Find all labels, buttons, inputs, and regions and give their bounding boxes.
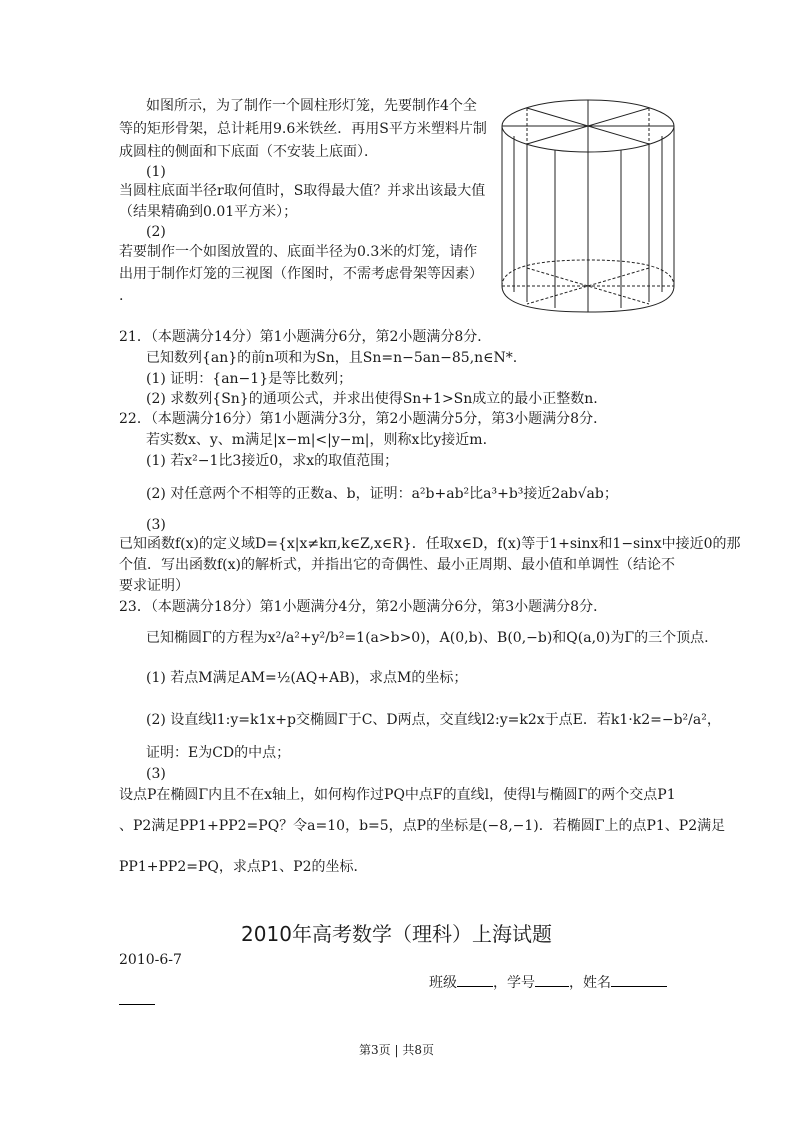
p21-given: 已知数列{an}的前n项和为Sn，且Sn=n−5an−85,n∈N*. xyxy=(146,350,518,366)
exam-date: 2010-6-7 xyxy=(119,952,182,968)
p20-intro-3: 成圆柱的侧面和下底面（不安装上底面）． xyxy=(119,144,378,160)
name-blank[interactable] xyxy=(611,972,667,987)
p22-q3-label: (3) xyxy=(146,517,166,533)
p23-q2-proof: 证明：E为CD的中点； xyxy=(146,745,291,761)
p22-def: 若实数x、y、m满足|x−m|<|y−m|，则称x比y接近m. xyxy=(146,432,488,448)
p20-q1-line-2: （结果精确到0.01平方米）； xyxy=(119,204,298,220)
p22-q3-line-3: 要求证明） xyxy=(119,578,189,594)
p23-q2: (2) 设直线l1:y=k1x+p交椭圆Γ于C、D两点，交直线l2:y=k2x于点E．若k1·k2=−b²/a²， xyxy=(146,712,721,728)
p21-head: 21．（本题满分14分）第1小题满分6分，第2小题满分8分． xyxy=(119,329,492,345)
name-blank-continued xyxy=(119,1004,155,1005)
p23-q3-line-3: PP1+PP2=PQ，求点P1、P2的坐标． xyxy=(119,859,368,875)
p21-q2: (2) 求数列{Sn}的通项公式，并求出使得Sn+1>Sn成立的最小正整数n. xyxy=(146,391,598,407)
p23-q3-line-1: 设点P在椭圆Γ内且不在x轴上，如何构作过PQ中点F的直线l，使得l与椭圆Γ的两个交点P1 xyxy=(119,787,676,803)
class-label: 班级 xyxy=(429,975,457,991)
p20-q2-line-1: 若要制作一个如图放置的、底面半径为0.3米的灯笼，请作 xyxy=(119,244,478,260)
class-blank[interactable] xyxy=(457,972,493,987)
p23-q1: (1) 若点M满足AM=½(AQ+AB)，求点M的坐标； xyxy=(146,670,468,686)
id-label: ，学号 xyxy=(493,975,535,991)
name-label: ，姓名 xyxy=(569,975,611,991)
p20-intro-2: 等的矩形骨架，总计耗用9.6米铁丝．再用S平方米塑料片制 xyxy=(119,121,487,137)
p20-intro-1: 如图所示，为了制作一个圆柱形灯笼，先要制作4个全 xyxy=(146,98,477,114)
p22-head: 22．（本题满分16分）第1小题满分3分，第2小题满分5分，第3小题满分8分． xyxy=(119,411,608,427)
p22-q2: (2) 对任意两个不相等的正数a、b，证明：a²b+ab²比a³+b³接近2ab√ab； xyxy=(146,486,618,502)
p22-q3-line-1: 已知函数f(x)的定义域D={x|x≠kπ,k∈Z,x∈R}．任取x∈D，f(x)等于1+sinx和1−sinx中接近0的那 xyxy=(119,536,741,552)
p21-q1: (1) 证明：{an−1}是等比数列； xyxy=(146,371,353,387)
p20-q2-label: (2) xyxy=(146,224,166,240)
cylinder-lantern-figure xyxy=(497,96,679,314)
p23-q3-label: (3) xyxy=(146,766,166,782)
page-footer: 第3页 | 共8页 xyxy=(359,1043,434,1057)
p20-q2-line-3: . xyxy=(119,288,124,304)
p23-head: 23．（本题满分18分）第1小题满分4分，第2小题满分6分，第3小题满分8分． xyxy=(119,599,608,615)
p22-q1: (1) 若x²−1比3接近0，求x的取值范围； xyxy=(146,453,399,469)
p20-q2-line-2: 出用于制作灯笼的三视图（作图时，不需考虑骨架等因素） xyxy=(119,266,483,282)
p22-q3-line-2: 个值．写出函数f(x)的解析式，并指出它的奇偶性、最小正周期、最小值和单调性（结论不 xyxy=(119,557,675,573)
p23-q3-line-2: 、P2满足PP1+PP2=PQ？令a=10，b=5，点P的坐标是(−8,−1)．若椭圆Γ上的点P1、P2满足 xyxy=(119,818,726,834)
exam-title: 2010年高考数学（理科）上海试题 xyxy=(241,922,552,946)
p23-given: 已知椭圆Γ的方程为x²/a²+y²/b²=1(a>b>0)，A(0,b)、B(0,−b)和Q(a,0)为Γ的三个顶点. xyxy=(146,630,709,646)
id-blank[interactable] xyxy=(535,972,569,987)
student-info xyxy=(429,972,667,993)
p20-q1-line-1: 当圆柱底面半径r取何值时，S取得最大值？并求出该最大值 xyxy=(119,183,486,199)
p20-q1-label: (1) xyxy=(146,164,166,180)
